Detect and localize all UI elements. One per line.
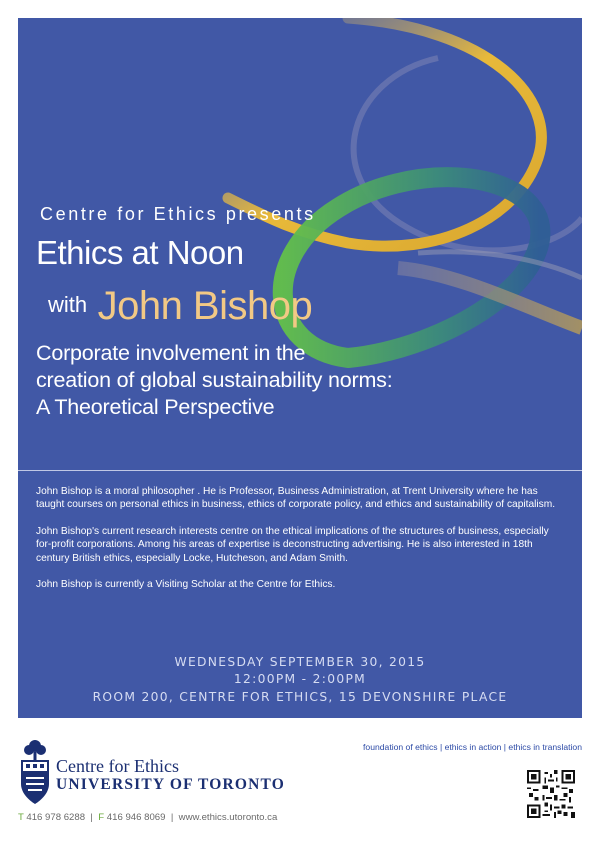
separator: |: [170, 812, 174, 823]
series-title: Ethics at Noon: [36, 234, 244, 271]
speaker-line: [48, 284, 468, 329]
website-link[interactable]: www.ethics.utoronto.ca: [178, 812, 278, 823]
talk-topic: [36, 340, 476, 421]
topic-line: A Theoretical Perspective: [36, 395, 275, 419]
bio-paragraph: John Bishop is a moral philosopher . He is Professor, Business Administration, at Trent University where he has taught courses on personal ethics in business, ethics of corporate policy, and ethics and sustainability of capitalism.: [36, 486, 556, 511]
event-date: WEDNESDAY SEPTEMBER 30, 2015: [174, 655, 426, 669]
tagline: foundation of ethics | ethics in action | ethics in translation: [363, 742, 582, 752]
topic-line: creation of global sustainability norms:: [36, 368, 393, 392]
with-word: with: [48, 292, 88, 317]
university-name: UNIVERSITY OF TORONTO: [56, 776, 286, 793]
phone-number: 416 978 6288: [26, 812, 86, 823]
org-name: Centre for Ethics: [56, 756, 179, 776]
qr-code-icon: [527, 770, 575, 818]
university-crest-icon: [18, 738, 52, 806]
speaker-name: John Bishop: [97, 284, 313, 328]
presenter-line: Centre for Ethics presents: [40, 204, 316, 224]
event-time: 12:00PM - 2:00PM: [233, 672, 367, 687]
topic-line: Corporate involvement in the: [36, 341, 306, 365]
event-poster: [18, 18, 582, 718]
speaker-bio: [36, 485, 566, 604]
fax-number: 416 946 8069: [106, 812, 166, 823]
event-location: ROOM 200, CENTRE FOR ETHICS, 15 DEVONSHIRE PLACE: [92, 689, 508, 704]
separator: |: [90, 812, 93, 823]
phone-label: T: [18, 812, 24, 823]
section-divider: [18, 470, 582, 471]
bio-paragraph: John Bishop is currently a Visiting Scholar at the Centre for Ethics.: [36, 579, 336, 591]
bio-paragraph: John Bishop's current research interests centre on the ethical implications of the structures of business, especially for-profit corporations. Among his areas of expertise is deconstructing advertising. He is also interested in 18th century British ethics, especially Locke, Hutcheson, and Adam Smith.: [36, 525, 549, 564]
contact-line: [18, 812, 277, 823]
fax-label: F: [98, 812, 105, 823]
event-details: [18, 654, 582, 706]
